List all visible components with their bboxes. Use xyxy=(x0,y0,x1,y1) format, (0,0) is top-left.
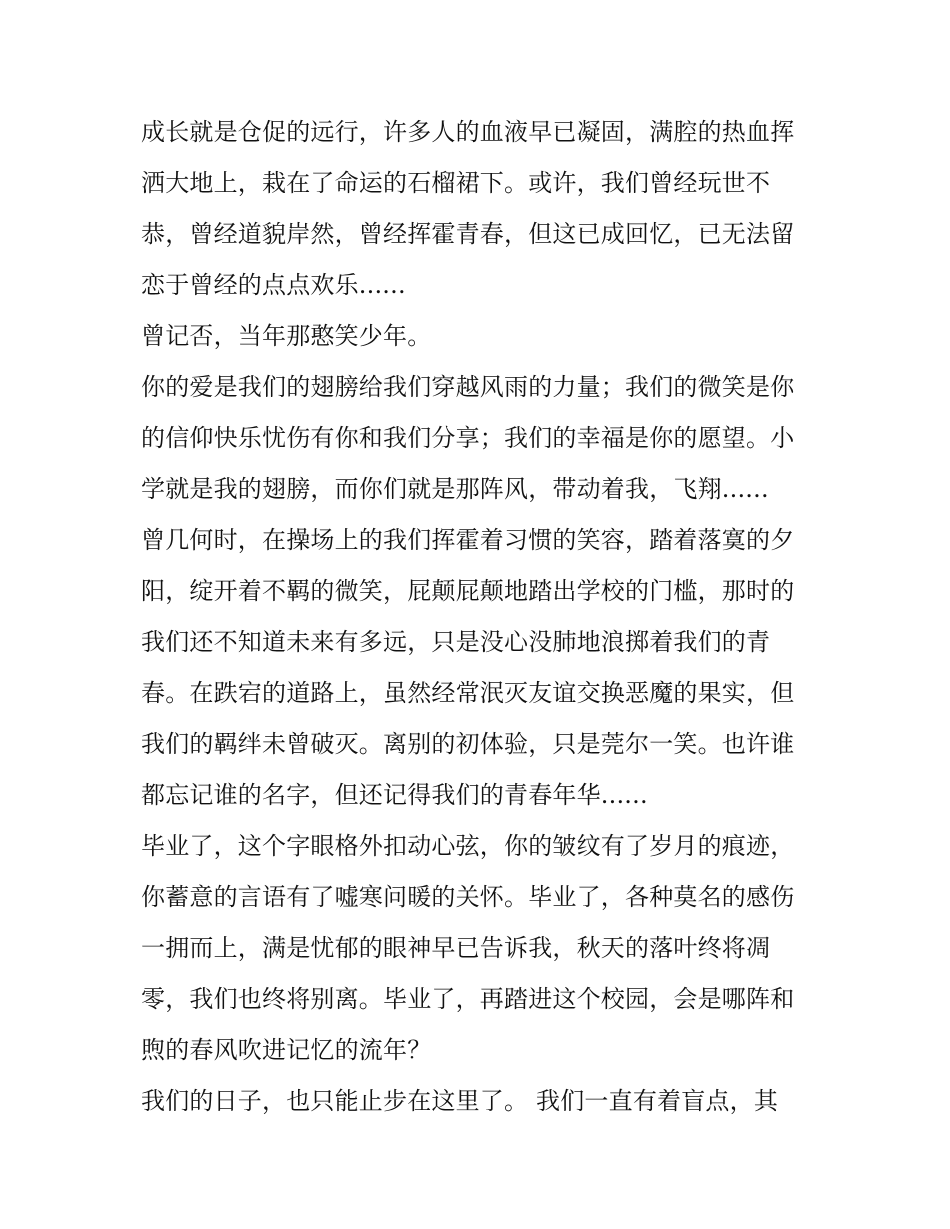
text-line: 成长就是仓促的远行，许多人的血液早已凝固，满腔的热血挥 xyxy=(141,118,795,146)
text-line: 恭，曾经道貌岸然，曾经挥霍青春，但这已成回忆，已无法留 xyxy=(141,220,795,248)
essay-text xyxy=(141,107,821,1127)
text-line: 毕业了，这个字眼格外扣动心弦，你的皱纹有了岁月的痕迹， xyxy=(141,832,795,860)
text-line: 都忘记谁的名字，但还记得我们的青春年华...... xyxy=(141,781,648,809)
text-line: 你的爱是我们的翅膀给我们穿越风雨的力量；我们的微笑是你 xyxy=(141,373,795,401)
text-line: 一拥而上，满是忧郁的眼神早已告诉我，秋天的落叶终将凋 xyxy=(141,934,771,962)
text-line: 我们还不知道未来有多远，只是没心没肺地浪掷着我们的青 xyxy=(141,628,771,656)
text-line: 春。在跌宕的道路上，虽然经常泯灭友谊交换恶魔的果实，但 xyxy=(141,679,795,707)
text-line: 恋于曾经的点点欢乐...... xyxy=(141,271,406,299)
text-line: 你蓄意的言语有了嘘寒问暖的关怀。毕业了，各种莫名的感伤 xyxy=(141,883,795,911)
text-line: 的信仰快乐忧伤有你和我们分享；我们的幸福是你的愿望。小 xyxy=(141,424,795,452)
text-line: 我们的日子，也只能止步在这里了。 我们一直有着盲点，其 xyxy=(141,1087,779,1115)
text-line: 曾几何时，在操场上的我们挥霍着习惯的笑容，踏着落寞的夕 xyxy=(141,526,795,554)
text-line: 曾记否，当年那憨笑少年。 xyxy=(141,322,432,350)
text-line: 阳，绽开着不羁的微笑，屁颠屁颠地踏出学校的门槛，那时的 xyxy=(141,577,795,605)
text-line: 学就是我的翅膀，而你们就是那阵风，带动着我，飞翔...... xyxy=(141,475,769,503)
text-line: 洒大地上，栽在了命运的石榴裙下。或许，我们曾经玩世不 xyxy=(141,169,771,197)
text-line: 我们的羁绊未曾破灭。离别的初体验，只是莞尔一笑。也许谁 xyxy=(141,730,795,758)
text-line: 零，我们也终将别离。毕业了，再踏进这个校园，会是哪阵和 xyxy=(141,985,795,1013)
text-line: 煦的春风吹进记忆的流年？ xyxy=(141,1036,432,1064)
